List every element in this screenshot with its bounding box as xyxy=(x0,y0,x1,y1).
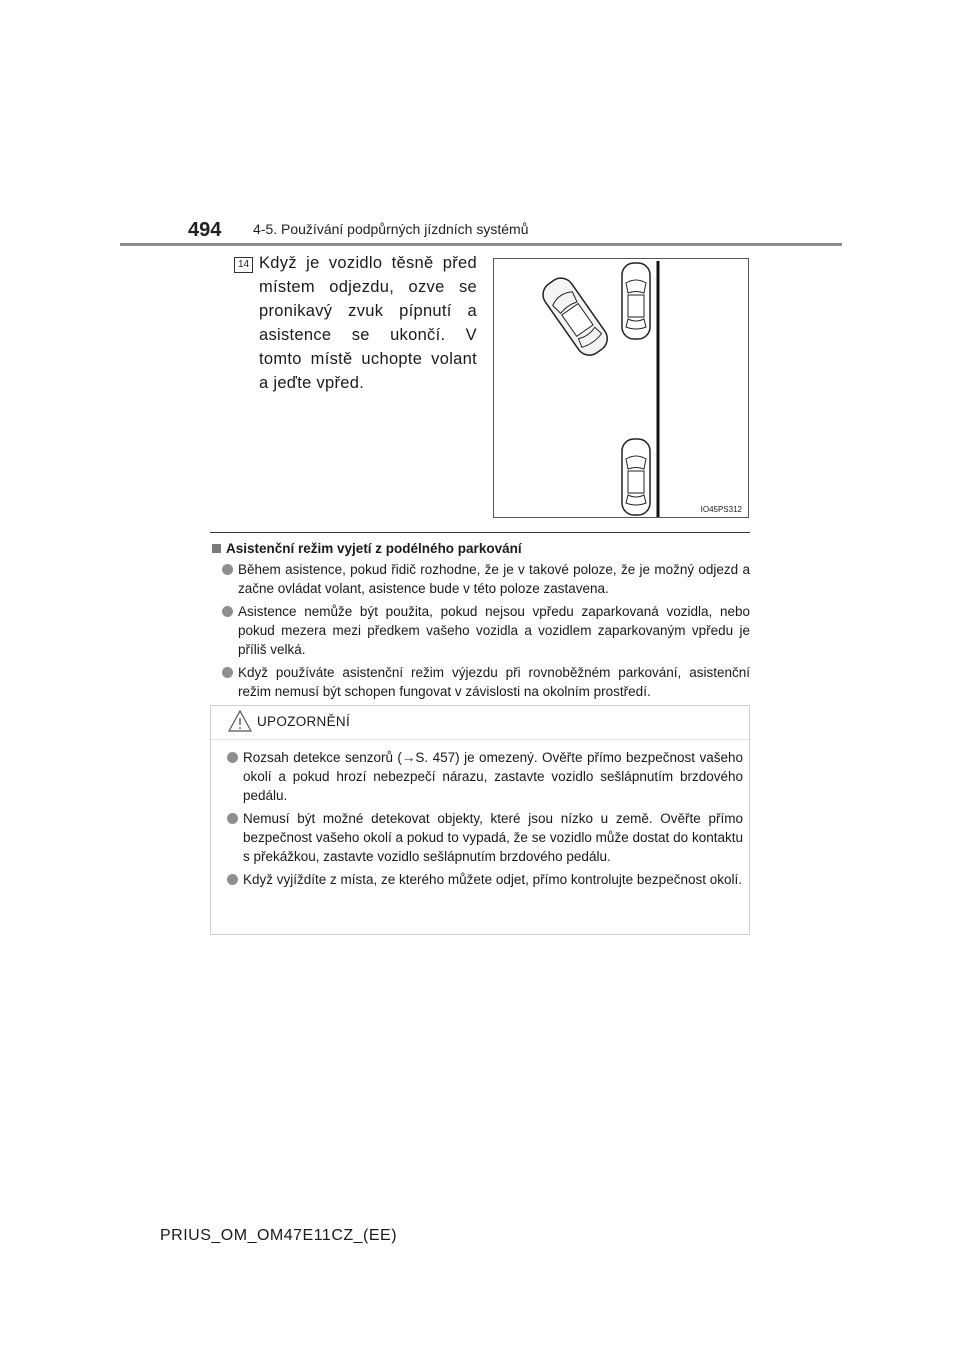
parked-car-front xyxy=(622,263,650,339)
circle-bullet-icon xyxy=(227,752,238,763)
parking-illustration xyxy=(493,258,749,518)
list-item-text: Nemusí být možné detekovat objekty, které jsou nízko u země. Ověřte přímo bezpečnost vašeho okolí a pokud to vypadá, že se vozidlo může dostat do kontaktu s překážkou, zastavte vozidlo sešlápnutím brzdového pedálu. xyxy=(243,811,743,864)
own-car-departing xyxy=(538,273,612,360)
list-item-text: Během asistence, pokud řidič rozhodne, že je v takové poloze, že je možný odjezd a začne ovládat volant, asistence bude v této poloze zastavena. xyxy=(238,562,750,596)
warning-bullet-list xyxy=(227,748,743,893)
warning-title: UPOZORNĚNÍ xyxy=(257,714,351,729)
list-item xyxy=(227,870,743,889)
warning-triangle-icon xyxy=(227,708,253,734)
circle-bullet-icon xyxy=(227,813,238,824)
circle-bullet-icon xyxy=(222,667,233,678)
list-item xyxy=(222,602,750,659)
circle-bullet-icon xyxy=(222,564,233,575)
chapter-title: 4-5. Používání podpůrných jízdních systémů xyxy=(253,221,529,237)
parking-diagram-svg xyxy=(494,259,750,519)
section-heading-text: Asistenční režim vyjetí z podélného parkování xyxy=(226,541,522,556)
circle-bullet-icon xyxy=(222,606,233,617)
list-item xyxy=(222,663,750,701)
list-item xyxy=(227,748,743,805)
figure-code: IO45PS312 xyxy=(700,505,742,514)
step-number-badge: 14 xyxy=(234,257,253,273)
list-item-text: Rozsah detekce senzorů (→S. 457) je omezený. Ověřte přímo bezpečnost vašeho okolí a pokud hrozí nebezpečí nárazu, zastavte vozidlo sešlápnutím brzdového pedálu. xyxy=(243,750,743,803)
step-instruction: Když je vozidlo těsně před místem odjezdu, ozve se pronikavý zvuk pípnutí a asistence se ukončí. V tomto místě uchopte volant a jeďte vpřed. xyxy=(259,254,477,392)
list-item-text: Když používáte asistenční režim výjezdu při rovnoběžném parkování, asistenční režim nemusí být schopen fungovat v závislosti na okolním prostředí. xyxy=(238,665,750,699)
warning-divider xyxy=(211,739,749,740)
list-item xyxy=(222,560,750,598)
list-item xyxy=(227,809,743,866)
section-divider xyxy=(210,532,750,533)
parked-car-rear xyxy=(622,439,650,515)
section-bullet-list xyxy=(222,560,750,705)
square-bullet-icon xyxy=(212,544,221,553)
page-number: 494 xyxy=(188,219,222,241)
header-divider xyxy=(120,243,842,246)
document-code: PRIUS_OM_OM47E11CZ_(EE) xyxy=(160,1227,398,1244)
list-item-text: Asistence nemůže být použita, pokud nejsou vpředu zaparkovaná vozidla, nebo pokud mezera mezi předkem vašeho vozidla a vozidlem zaparkovaným vpředu je příliš velká. xyxy=(238,604,750,657)
circle-bullet-icon xyxy=(227,874,238,885)
warning-box xyxy=(210,705,750,935)
list-item-text: Když vyjíždíte z místa, ze kterého můžete odjet, přímo kontrolujte bezpečnost okolí. xyxy=(243,872,742,887)
section-heading xyxy=(212,541,522,556)
